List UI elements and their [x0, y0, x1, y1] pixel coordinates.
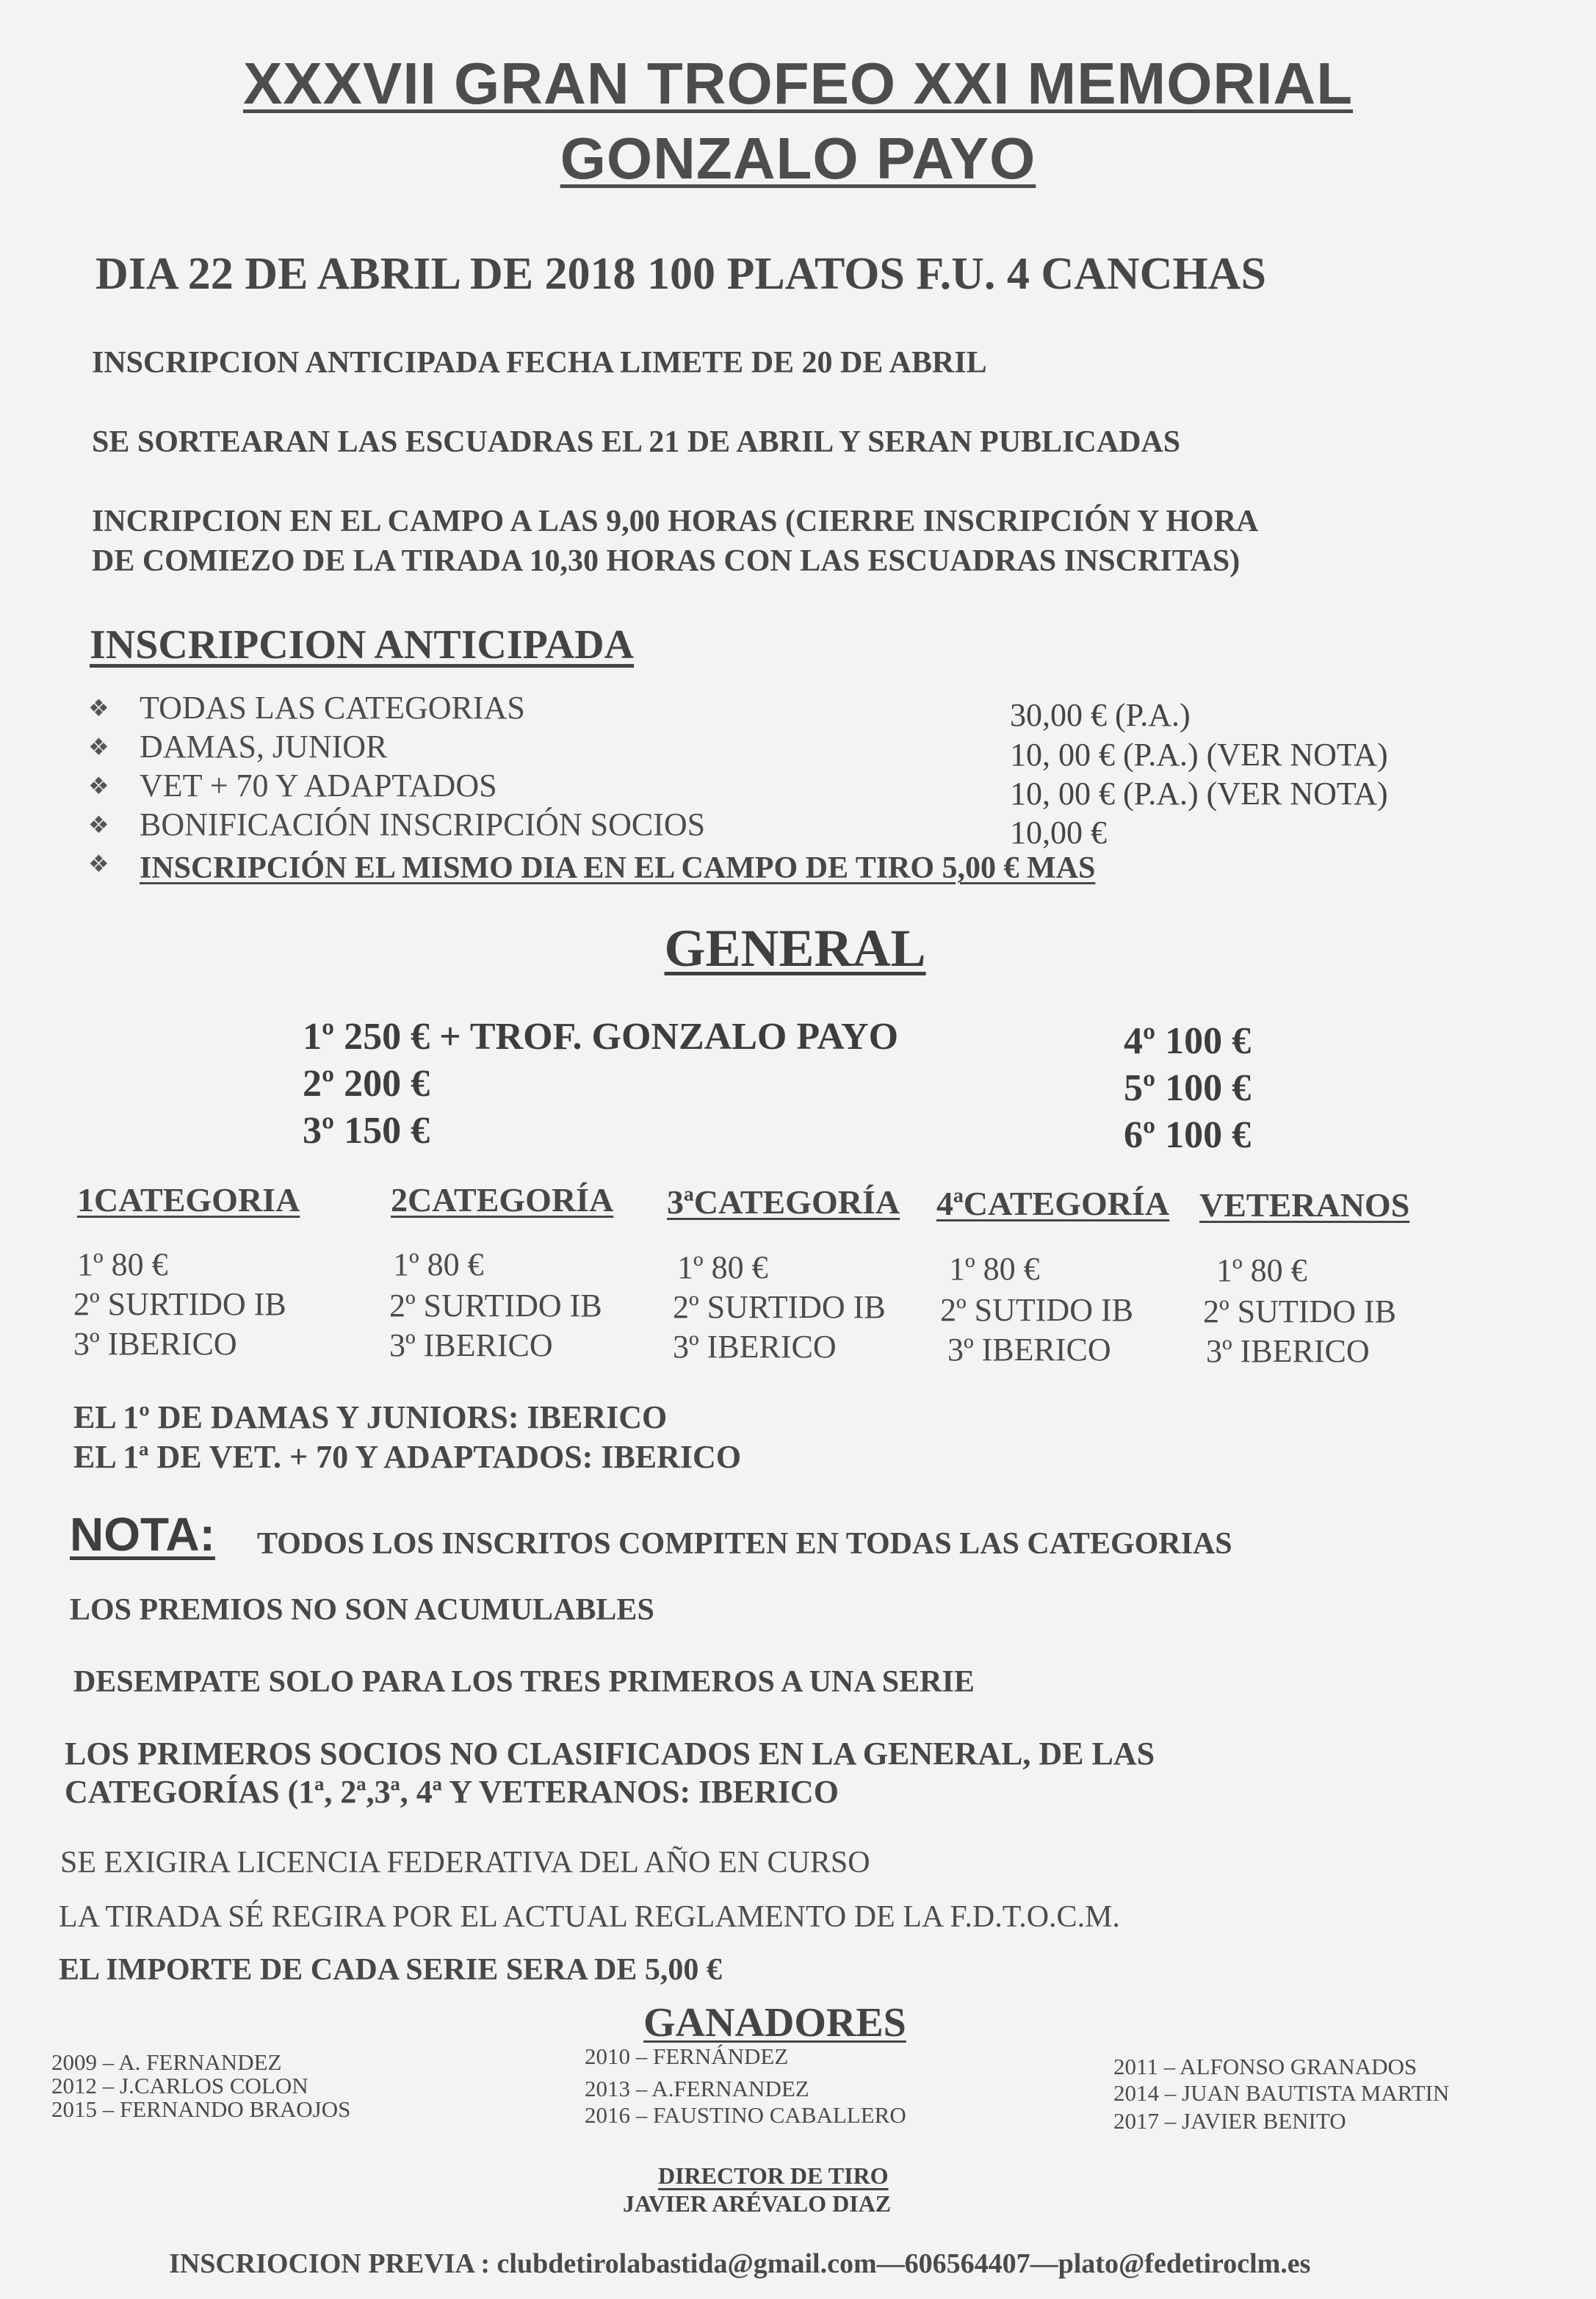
category-prize: 2º SUTIDO IB	[1203, 1293, 1396, 1329]
nota-desempate: DESEMPATE SOLO PARA LOS TRES PRIMEROS A UNA SERIE	[73, 1665, 975, 1699]
category-prize: 2º SURTIDO IB	[73, 1286, 286, 1322]
bullet-icon: ❖	[88, 812, 109, 838]
bullet-icon: ❖	[88, 695, 109, 721]
fee-value: 30,00 € (P.A.)	[1010, 697, 1191, 733]
fee-label: VET + 70 Y ADAPTADOS	[140, 768, 497, 804]
general-prize-4: 4º 100 €	[1124, 1020, 1252, 1062]
category-prize: 3º IBERICO	[947, 1332, 1111, 1368]
category-prize: 2º SURTIDO IB	[673, 1289, 886, 1325]
category-prize: 3º IBERICO	[389, 1327, 553, 1363]
winner-entry: 2017 – JAVIER BENITO	[1113, 2108, 1346, 2134]
general-heading: GENERAL	[664, 919, 926, 978]
contact-line: INSCRIOCION PREVIA : clubdetirolabastida@gmail.com—606564407—plato@fedetiroclm.es	[169, 2248, 1311, 2279]
general-prize-5: 5º 100 €	[1124, 1067, 1252, 1109]
nota-label: NOTA:	[70, 1508, 215, 1561]
info-schedule-1: INCRIPCION EN EL CAMPO A LAS 9,00 HORAS (CIERRE INSCRIPCIÓN Y HORA	[92, 505, 1259, 538]
category-heading: 2CATEGORÍA	[391, 1181, 614, 1219]
category-prize: 1º 80 €	[949, 1251, 1040, 1287]
nota-text: TODOS LOS INSCRITOS COMPITEN EN TODAS LAS CATEGORIAS	[257, 1527, 1232, 1561]
info-draw: SE SORTEARAN LAS ESCUADRAS EL 21 DE ABRIL Y SERAN PUBLICADAS	[92, 425, 1181, 459]
winner-entry: 2014 – JUAN BAUTISTA MARTIN	[1113, 2080, 1450, 2106]
category-heading: VETERANOS	[1199, 1186, 1410, 1224]
general-prize-6: 6º 100 €	[1124, 1114, 1252, 1156]
winner-entry: 2011 – ALFONSO GRANADOS	[1113, 2054, 1418, 2079]
general-prize-2: 2º 200 €	[303, 1063, 430, 1105]
nota-licencia: SE EXIGIRA LICENCIA FEDERATIVA DEL AÑO EN CURSO	[60, 1846, 870, 1880]
nota-socios-1: LOS PRIMEROS SOCIOS NO CLASIFICADOS EN LA GENERAL, DE LAS	[65, 1736, 1155, 1772]
inscripcion-heading: INSCRIPCION ANTICIPADA	[90, 622, 635, 668]
director-name: JAVIER ARÉVALO DIAZ	[623, 2190, 892, 2217]
fee-value: 10,00 €	[1010, 815, 1107, 851]
nota-importe: EL IMPORTE DE CADA SERIE SERA DE 5,00 €	[59, 1953, 722, 1987]
category-heading: 1CATEGORIA	[77, 1181, 300, 1219]
info-schedule-2: DE COMIEZO DE LA TIRADA 10,30 HORAS CON LAS ESCUADRAS INSCRITAS)	[92, 544, 1241, 578]
fee-label: TODAS LAS CATEGORIAS	[140, 690, 525, 726]
ganadores-heading: GANADORES	[643, 2000, 906, 2046]
same-day-surcharge: INSCRIPCIÓN EL MISMO DIA EN EL CAMPO DE TIRO 5,00 € MAS	[140, 851, 1096, 885]
category-prize: 2º SURTIDO IB	[389, 1288, 602, 1324]
director-label: DIRECTOR DE TIRO	[658, 2162, 889, 2189]
category-prize: 3º IBERICO	[1206, 1333, 1370, 1369]
fee-value: 10, 00 € (P.A.) (VER NOTA)	[1010, 776, 1388, 812]
winner-entry: 2012 – J.CARLOS COLON	[51, 2073, 308, 2098]
category-prize: 3º IBERICO	[673, 1329, 837, 1365]
bullet-icon: ❖	[88, 734, 109, 760]
category-prize: 1º 80 €	[393, 1246, 484, 1282]
winner-entry: 2015 – FERNANDO BRAOJOS	[51, 2096, 351, 2122]
general-prize-3: 3º 150 €	[303, 1110, 430, 1152]
special-damas: EL 1º DE DAMAS Y JUNIORS: IBERICO	[73, 1399, 668, 1435]
category-heading: 3ªCATEGORÍA	[667, 1183, 900, 1221]
category-heading: 4ªCATEGORÍA	[936, 1185, 1170, 1222]
category-prize: 1º 80 €	[77, 1246, 168, 1282]
special-veteranos: EL 1ª DE VET. + 70 Y ADAPTADOS: IBERICO	[73, 1439, 742, 1475]
bullet-icon: ❖	[88, 773, 109, 799]
winner-entry: 2010 – FERNÁNDEZ	[585, 2043, 789, 2069]
nota-socios-2: CATEGORÍAS (1ª, 2ª,3ª, 4ª Y VETERANOS: IBERICO	[65, 1774, 839, 1810]
general-prize-1: 1º 250 € + TROF. GONZALO PAYO	[303, 1016, 899, 1058]
category-prize: 1º 80 €	[677, 1249, 768, 1285]
fee-value: 10, 00 € (P.A.) (VER NOTA)	[1010, 737, 1388, 773]
category-prize: 3º IBERICO	[73, 1326, 237, 1362]
date-line: DIA 22 DE ABRIL DE 2018 100 PLATOS F.U. 4 CANCHAS	[95, 249, 1266, 299]
info-deadline: INSCRIPCION ANTICIPADA FECHA LIMETE DE 20 DE ABRIL	[92, 346, 987, 380]
category-prize: 1º 80 €	[1216, 1252, 1307, 1288]
winner-entry: 2009 – A. FERNANDEZ	[51, 2049, 282, 2075]
nota-reglamento: LA TIRADA SÉ REGIRA POR EL ACTUAL REGLAMENTO DE LA F.D.T.O.C.M.	[59, 1900, 1120, 1934]
title-line-2: GONZALO PAYO	[560, 126, 1036, 191]
winner-entry: 2013 – A.FERNANDEZ	[585, 2076, 809, 2101]
bullet-icon: ❖	[88, 851, 109, 877]
category-prize: 2º SUTIDO IB	[940, 1292, 1133, 1328]
fee-label: BONIFICACIÓN INSCRIPCIÓN SOCIOS	[140, 806, 706, 842]
title-line-1: XXXVII GRAN TROFEO XXI MEMORIAL	[242, 51, 1354, 116]
winner-entry: 2016 – FAUSTINO CABALLERO	[585, 2102, 906, 2128]
nota-no-acumulables: LOS PREMIOS NO SON ACUMULABLES	[70, 1593, 654, 1627]
fee-label: DAMAS, JUNIOR	[140, 729, 388, 765]
